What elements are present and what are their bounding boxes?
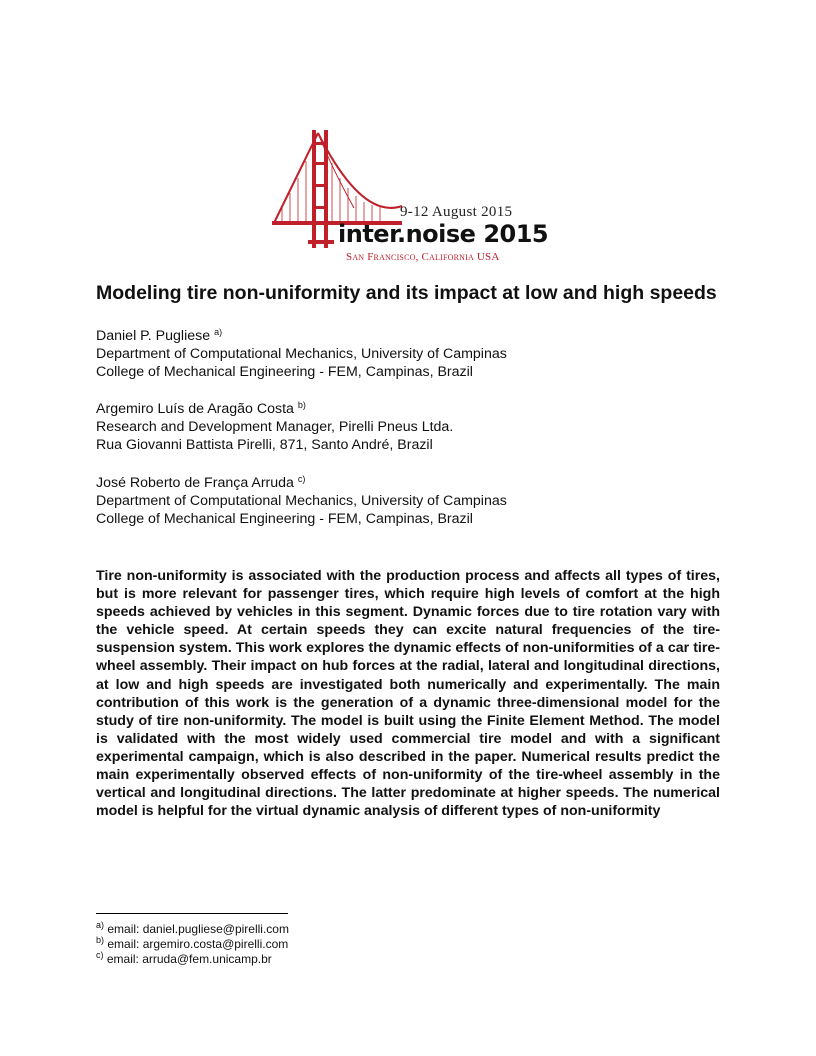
affiliation-line: Research and Development Manager, Pirelli Pneus Ltda. xyxy=(96,419,454,435)
author-block-1 xyxy=(96,327,507,381)
author-name xyxy=(96,474,507,492)
author-name xyxy=(96,400,453,418)
affiliation-line: Rua Giovanni Battista Pirelli, 871, Santo André, Brazil xyxy=(96,437,433,453)
author-block-2 xyxy=(96,400,453,454)
paper-title: Modeling tire non-uniformity and its impact at low and high speeds xyxy=(96,282,717,304)
author-mark: b) xyxy=(297,400,306,410)
footnotes xyxy=(96,922,289,967)
affiliation-line: Department of Computational Mechanics, University of Campinas xyxy=(96,493,507,509)
footnote-email-link[interactable]: email: arruda@fem.unicamp.br xyxy=(106,952,272,966)
author-name-text: Argemiro Luís de Aragão Costa xyxy=(96,401,294,417)
footnote-mark: a) xyxy=(96,920,105,930)
footnote-item xyxy=(96,937,289,952)
author-block-3 xyxy=(96,474,507,528)
affiliation-line: Department of Computational Mechanics, University of Campinas xyxy=(96,346,507,362)
conference-location: San Francisco, California USA xyxy=(346,251,500,263)
affiliation-line: College of Mechanical Engineering - FEM, Campinas, Brazil xyxy=(96,364,473,380)
author-name xyxy=(96,327,507,345)
footnote-mark: c) xyxy=(96,950,104,960)
footnote-email-link[interactable]: email: argemiro.costa@pirelli.com xyxy=(107,937,289,951)
author-mark: a) xyxy=(214,327,223,337)
abstract: Tire non-uniformity is associated with the production process and affects all types of tires, but is more relevant for passenger tires, which require high levels of comfort at the high speeds achieved by vehicles in this segment. Dynamic forces due to tire rotation vary with the vehicle speed. At certain speeds they can excite natural frequencies of the tire-suspension system. This work explores the dynamic effects of non-uniformities of a car tire-wheel assembly. Their impact on hub forces at the radial, lateral and longitudinal directions, at low and high speeds are investigated both numerically and experimentally. The main contribution of this work is the generation of a dynamic three-dimensional model for the study of tire non-uniformity. The model is built using the Finite Element Method. The model is validated with the most widely used commercial tire model and with a significant experimental campaign, which is also described in the paper. Numerical results predict the main experimentally observed effects of non-uniformity of the tire-wheel assembly in the vertical and longitudinal directions. The latter predominate at higher speeds. The numerical model is helpful for the virtual dynamic analysis of different types of non-uniformity xyxy=(96,568,720,820)
footnote-item xyxy=(96,922,289,937)
footnote-item xyxy=(96,952,289,967)
conference-name: inter.noise 2015 xyxy=(338,220,549,248)
author-name-text: Daniel P. Pugliese xyxy=(96,328,211,344)
conference-date: 9-12 August 2015 xyxy=(400,204,513,220)
conference-logo xyxy=(272,128,552,268)
footnote-email-link[interactable]: email: daniel.pugliese@pirelli.com xyxy=(107,922,289,936)
author-mark: c) xyxy=(297,474,306,484)
affiliation-line: College of Mechanical Engineering - FEM, Campinas, Brazil xyxy=(96,511,473,527)
footnote-divider xyxy=(96,913,288,914)
footnote-mark: b) xyxy=(96,935,105,945)
author-name-text: José Roberto de França Arruda xyxy=(96,475,294,491)
